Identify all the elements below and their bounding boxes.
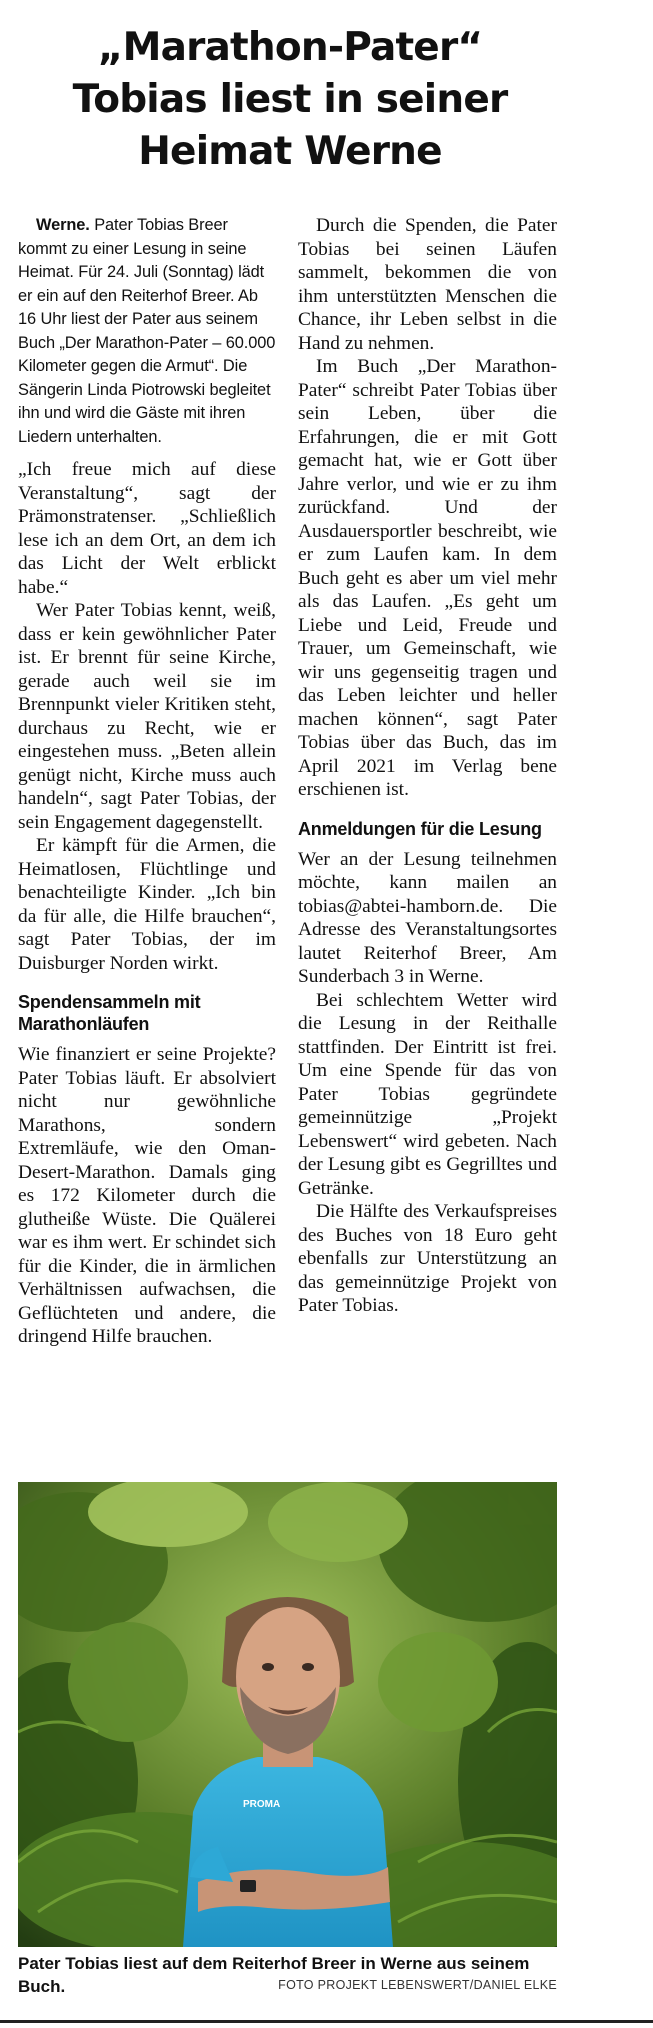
subheading-spendensammeln: Spendensammeln mit Marathonläufen — [18, 992, 201, 1034]
body-paragraph-5: Durch die Spenden, die Pater Tobias bei seinen Läufen sammelt, bekommen die von ihm unterstützten Menschen die Chance, ihr Leben selbst in die Hand zu nehmen. — [298, 215, 557, 354]
body-paragraph-1: „Ich freue mich auf diese Veranstaltung“, sagt der Prämonstratenser. „Schließlich lese ich an dem Ort, an dem ich das Licht der Welt erblickt habe.“ — [18, 459, 276, 598]
body-paragraph-2: Wer Pater Tobias kennt, weiß, dass er kein gewöhnlicher Pater ist. Er brennt für seine Kirche, gerade auch weil sie im Brennpunkt vieler Kritiken steht, durchaus zu Recht, wie er eingestehen muss. „Beten allein genügt nicht, Kirche muss auch handeln“, sagt Pater Tobias, der sein Engagement dagegenstellt. — [18, 600, 276, 833]
intro-text: Pater Tobias Breer kommt zu einer Lesung in seine Heimat. Für 24. Juli (Sonntag) lädt er ein auf den Reiterhof Breer. Ab 16 Uhr liest der Pater aus seinem Buch „Der Marathon-Pater – 60.000 Kilometer gegen die Armut“. Die Sängerin Linda Piotrowski begleitet ihn und wird die Gäste mit ihren Liedern unterhalten. — [18, 216, 276, 446]
article-photo — [18, 1482, 557, 1947]
bottom-rule — [0, 2020, 653, 2023]
subheading-anmeldungen: Anmeldungen für die Lesung — [298, 818, 542, 839]
left-column — [18, 214, 276, 1349]
headline-line-1: „Marathon-Pater“ — [97, 25, 483, 70]
headline-line-3: Heimat Werne — [138, 129, 442, 174]
intro-paragraph — [18, 214, 276, 449]
body-paragraph-8: Bei schlechtem Wetter wird die Lesung in der Reithalle stattfinden. Der Eintritt ist frei. Um eine Spende für das von Pater Tobias gegründete gemeinnützige „Projekt Lebenswert“ wird gebeten. Nach der Lesung gibt es Gegrilltes und Getränke. — [298, 989, 557, 1199]
caption-text: Pater Tobias liest auf dem Reiterhof Breer in Werne aus seinem Buch. — [18, 1954, 530, 1996]
body-paragraph-6: Im Buch „Der Marathon-Pater“ schreibt Pater Tobias über sein Leben, über die Erfahrungen, die er mit Gott gemacht hat, wie er Gott über Jahre verlor, und wie er zu ihm zurückfand. Und der Ausdauersportler beschreibt, wie er zum Laufen kam. In dem Buch geht es aber um viel mehr als das Laufen. „Es geht um Liebe und Leid, Freude und Trauer, um Gemeinschaft, wie wir uns gegenseitig tragen und das Leben leichter und heller machen können“, sagt Pater Tobias über das Buch, das im April 2021 im Verlag bene erschienen ist. — [298, 356, 557, 800]
body-paragraph-3: Er kämpft für die Armen, die Heimatlosen, Flüchtlinge und benachteiligte Kinder. „Ich bin da für alle, die Hilfe brauchen“, sagt Pater Tobias, der im Duisburger Norden wirkt. — [18, 835, 276, 974]
article-headline — [20, 22, 560, 178]
right-column — [298, 214, 557, 1318]
body-paragraph-7: Wer an der Lesung teilnehmen möchte, kann mailen an tobias@abtei-hamborn.de. Die Adresse des Veranstaltungsortes lautet Reiterhof Breer, Am Sunderbach 3 in Werne. — [298, 848, 557, 987]
photo-credit: FOTO PROJEKT LEBENSWERT/DANIEL ELKE — [278, 1978, 557, 1992]
dateline: Werne. — [36, 216, 90, 234]
photo-caption — [18, 1952, 557, 1998]
body-paragraph-9: Die Hälfte des Verkaufspreises des Buches von 18 Euro geht ebenfalls zur Unterstützung an das gemeinnützige Projekt von Pater Tobias. — [298, 1201, 557, 1316]
body-paragraph-4: Wie finanziert er seine Projekte? Pater Tobias läuft. Er absolviert nicht nur gewöhnliche Marathons, sondern Extremläufe, wie den Oman-Desert-Marathon. Damals ging es 172 Kilometer durch die glutheiße Wüste. Die Quälerei war es ihm wert. Er schindet sich für die Kinder, die in ärmlichen Verhältnissen aufwachsen, die Geflüchteten und andere, die dringend Hilfe brauchen. — [18, 1044, 276, 1347]
shirt-print: PROMA — [243, 1799, 281, 1810]
headline-line-2: Tobias liest in seiner — [72, 77, 508, 122]
